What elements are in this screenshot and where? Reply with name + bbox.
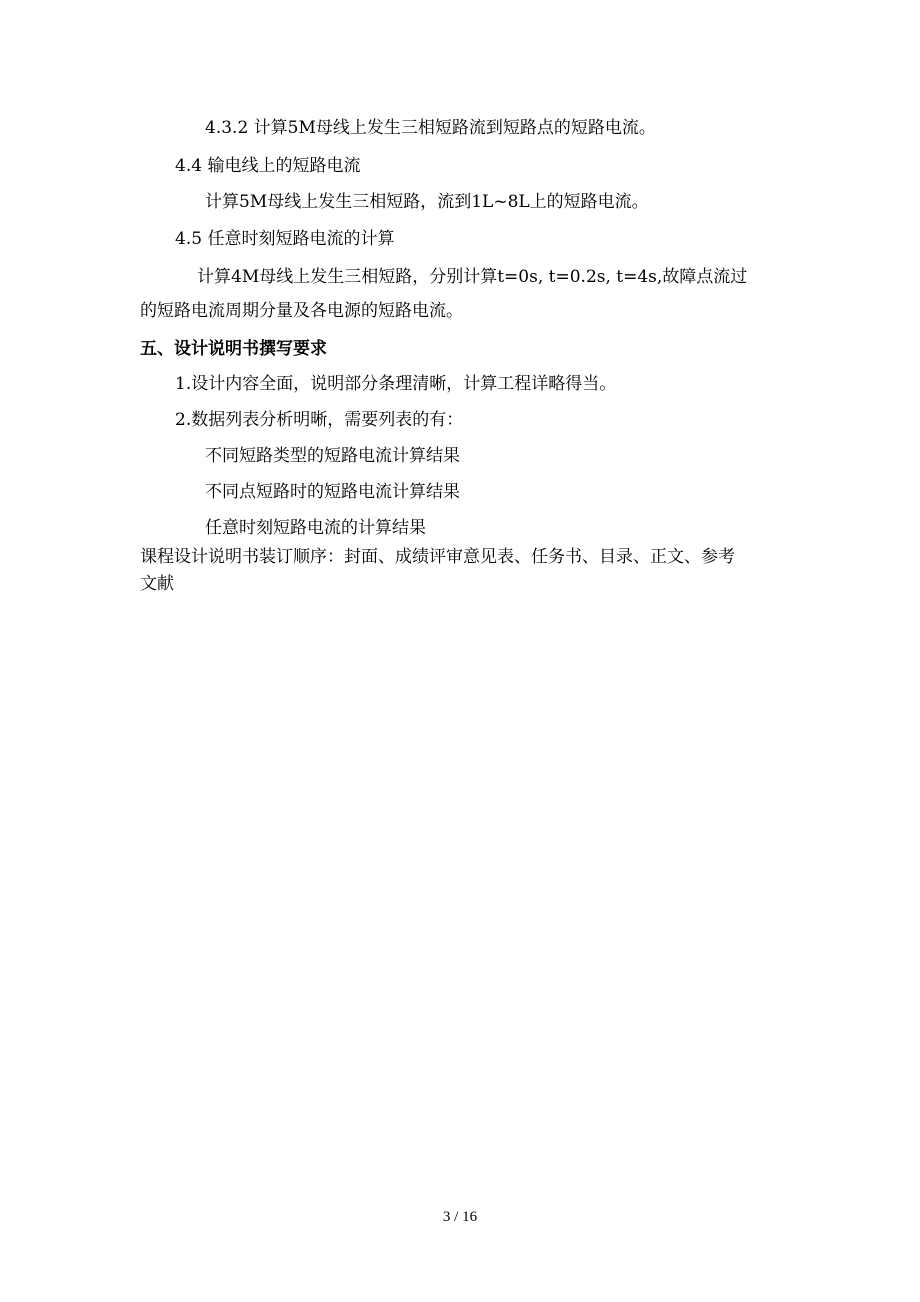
section-4-3-2-text: 4.3.2 计算5M母线上发生三相短路流到短路点的短路电流。: [205, 118, 656, 138]
table-item-2: 不同点短路时的短路电流计算结果: [205, 482, 460, 502]
table-item-3: 任意时刻短路电流的计算结果: [205, 518, 426, 538]
requirement-item-1: 1.设计内容全面，说明部分条理清晰，计算工程详略得当。: [175, 374, 617, 394]
section-4-5-text-line-1: 计算4M母线上发生三相短路，分别计算t=0s, t=0.2s, t=4s,故障点流过: [197, 267, 748, 287]
table-item-1: 不同短路类型的短路电流计算结果: [205, 446, 460, 466]
binding-order-line-2: 文献: [140, 574, 174, 594]
section-4-5-title: 4.5 任意时刻短路电流的计算: [175, 229, 395, 249]
section-4-4-title: 4.4 输电线上的短路电流: [175, 156, 361, 176]
binding-order-line-1: 课程设计说明书装订顺序：封面、成绩评审意见表、任务书、目录、正文、参考: [140, 547, 735, 567]
section-4-4-text: 计算5M母线上发生三相短路，流到1L~8L上的短路电流。: [205, 192, 649, 212]
section-4-5-text-line-2: 的短路电流周期分量及各电源的短路电流。: [140, 301, 463, 321]
page-number: 3 / 16: [442, 1209, 478, 1225]
section-5-heading: 五、设计说明书撰写要求: [140, 339, 327, 359]
requirement-item-2: 2.数据列表分析明晰，需要列表的有：: [175, 410, 464, 430]
